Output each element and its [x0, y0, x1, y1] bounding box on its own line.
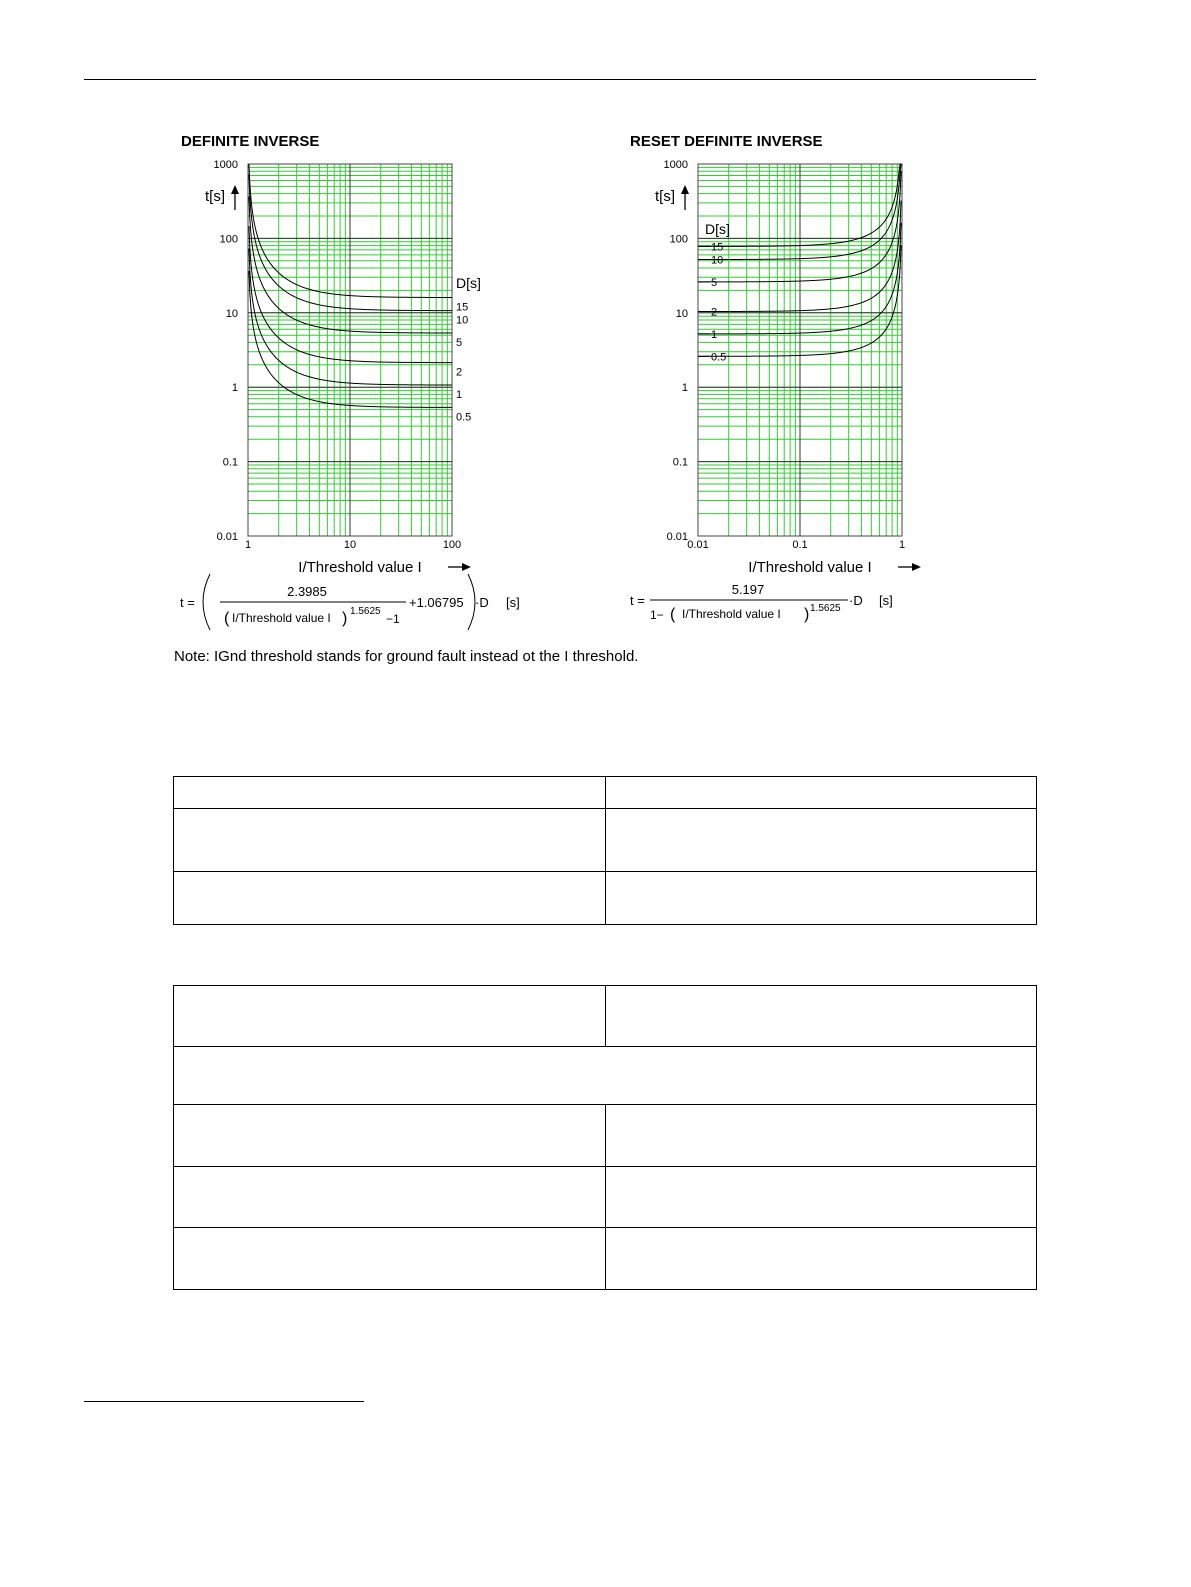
x-axis-label: I/Threshold value I: [748, 559, 872, 576]
table-cell: [174, 777, 606, 809]
y-tick-label: 0.1: [672, 456, 688, 469]
formula-multiplier: ·D: [849, 593, 863, 608]
series-label-5: 5: [456, 337, 463, 350]
parameter-table-1: [173, 776, 1037, 925]
formula-open-paren: (: [224, 610, 230, 627]
table-row: [174, 1167, 1037, 1228]
table-cell: [606, 809, 1037, 872]
series-label-0.5: 0.5: [711, 351, 727, 364]
table-row: [174, 809, 1037, 872]
formula-close-paren: ): [804, 606, 810, 623]
table-cell: [606, 986, 1037, 1047]
y-axis-label: t[s]: [205, 188, 226, 205]
parameter-table-2: [173, 985, 1037, 1290]
series-label-1: 1: [711, 328, 718, 341]
formula-exponent: 1.5625: [810, 603, 841, 614]
table-row: [174, 1228, 1037, 1290]
x-tick-label: 10: [343, 539, 357, 551]
table-row: [174, 872, 1037, 925]
reset-definite-inverse-chart: [620, 150, 1160, 630]
table-cell: [174, 809, 606, 872]
x-tick-label: 1: [244, 539, 252, 551]
y-tick-label: 1: [681, 382, 688, 395]
table-row: [174, 777, 1037, 809]
table-cell: [606, 1167, 1037, 1228]
series-label-0.5: 0.5: [456, 411, 472, 424]
footnote-rule: [84, 1401, 364, 1402]
formula-addend: +1.06795: [409, 595, 464, 610]
x-tick-label: 0.01: [687, 539, 709, 551]
table-cell: [174, 1047, 1037, 1105]
curve-label-header: D[s]: [456, 275, 481, 291]
up-arrow-icon: [231, 185, 239, 194]
series-label-15: 15: [711, 241, 724, 254]
table-cell: [174, 1167, 606, 1228]
y-tick-label: 100: [669, 233, 688, 246]
y-axis-label: t[s]: [655, 188, 676, 205]
x-tick-label: 0.1: [792, 539, 808, 551]
header-rule: [84, 79, 1036, 80]
table-cell: [606, 1228, 1037, 1290]
x-tick-label: 1: [898, 539, 906, 551]
y-tick-label: 0.01: [216, 531, 238, 543]
formula-unit: [s]: [506, 595, 520, 610]
series-label-5: 5: [711, 276, 718, 289]
y-tick-label: 0.1: [222, 456, 238, 469]
formula-multiplier: ·D: [475, 595, 489, 610]
formula-close-paren: ): [342, 610, 348, 627]
y-tick-label: 0.01: [666, 531, 688, 543]
formula-prefix: t =: [180, 595, 195, 610]
right-arrow-icon: [912, 563, 921, 571]
formula-open-paren: (: [670, 606, 676, 623]
y-tick-label: 10: [675, 307, 688, 320]
series-label-1: 1: [456, 389, 463, 402]
y-tick-label: 10: [225, 307, 238, 320]
left-paren: [203, 574, 210, 630]
table-cell: [174, 1105, 606, 1167]
table-cell: [174, 1228, 606, 1290]
formula-one-minus: 1−: [650, 608, 664, 622]
formula-unit: [s]: [879, 593, 893, 608]
y-tick-label: 1: [231, 382, 238, 395]
table-cell: [174, 986, 606, 1047]
table-cell: [606, 1105, 1037, 1167]
up-arrow-icon: [681, 185, 689, 194]
formula-base: I/Threshold value I: [682, 607, 781, 621]
formula-base: I/Threshold value I: [232, 611, 331, 625]
x-tick-label: 100: [442, 539, 462, 551]
table-row: [174, 986, 1037, 1047]
formula-exponent: 1.5625: [350, 606, 381, 617]
series-label-2: 2: [456, 366, 463, 379]
series-label-2: 2: [711, 306, 718, 319]
table-cell: [606, 872, 1037, 925]
series-label-10: 10: [456, 314, 469, 327]
right-paren: [468, 574, 475, 630]
right-arrow-icon: [462, 563, 471, 571]
formula-numerator: 5.197: [731, 582, 765, 597]
x-axis-label: I/Threshold value I: [298, 559, 422, 576]
series-label-10: 10: [711, 254, 724, 267]
table-row: [174, 1105, 1037, 1167]
y-tick-label: 1000: [213, 159, 238, 171]
table-row: [174, 1047, 1037, 1105]
y-tick-label: 100: [219, 233, 238, 246]
table-cell: [606, 777, 1037, 809]
formula-minus-one: −1: [386, 612, 400, 626]
table-cell: [174, 872, 606, 925]
chart-title-definite-inverse: DEFINITE INVERSE: [181, 133, 320, 150]
curve-label-header: D[s]: [705, 221, 730, 237]
formula-prefix: t =: [630, 593, 645, 608]
chart-title-reset-definite-inverse: RESET DEFINITE INVERSE: [630, 133, 823, 150]
formula-numerator: 2.3985: [287, 584, 327, 599]
y-tick-label: 1000: [663, 159, 688, 171]
series-label-15: 15: [456, 301, 469, 314]
ground-fault-note: Note: IGnd threshold stands for ground fault instead ot the I threshold.: [174, 648, 639, 665]
